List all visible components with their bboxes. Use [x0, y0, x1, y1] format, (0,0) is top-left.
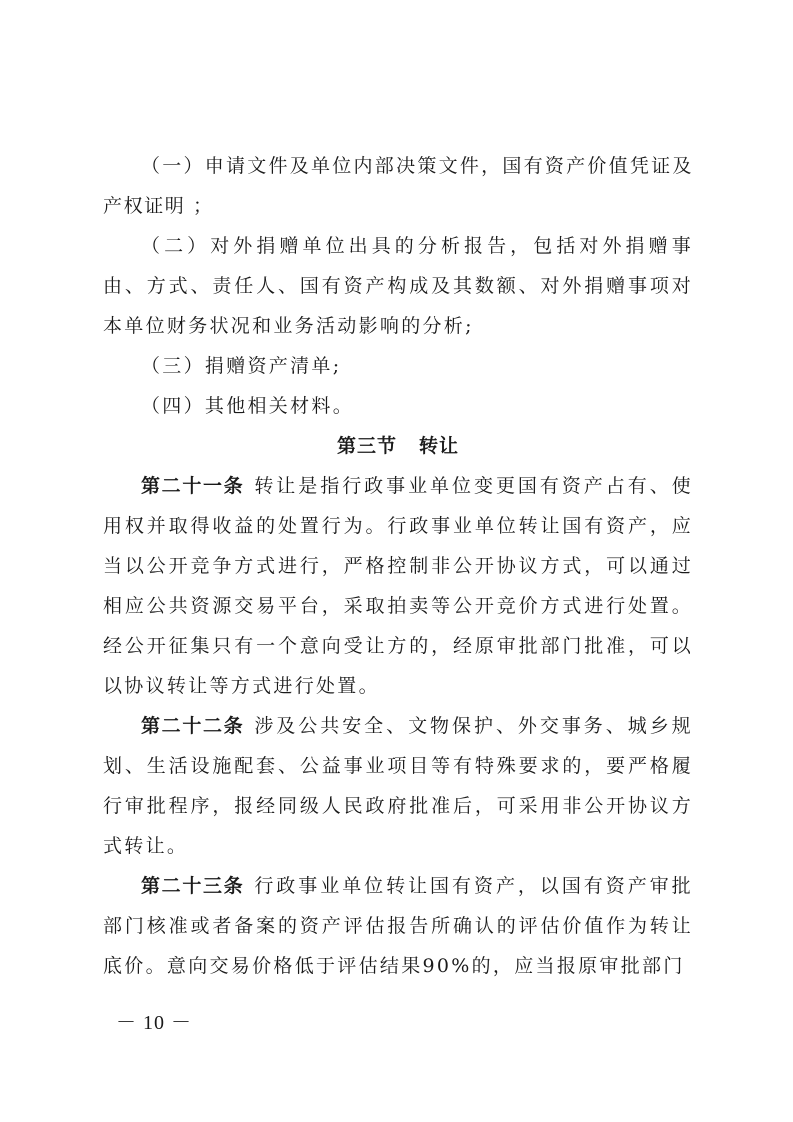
- list-item-4: （四）其他相关材料。: [141, 395, 355, 417]
- list-item-2: （二）对外捐赠单位出具的分析报告，包括对外捐赠事由、方式、责任人、国有资产构成及其数额、对外捐赠事项对本单位财务状况和业务活动影响的分析;: [103, 235, 693, 337]
- document-body: [103, 146, 693, 986]
- article-number: 第二十一条: [141, 475, 245, 497]
- list-item-1: （一）申请文件及单位内部决策文件，国有资产价值凭证及产权证明 ；: [103, 155, 693, 217]
- article-text: 转让是指行政事业单位变更国有资产占有、使用权并取得收益的处置行为。行政事业单位转让国有资产，应当以公开竞争方式进行，严格控制非公开协议方式，可以通过相应公共资源交易平台，采取拍卖等公开竞价方式进行处置。经公开征集只有一个意向受让方的，经原审批部门批准，可以以协议转让等方式进行处置。: [103, 475, 693, 697]
- list-item-3: （三）捐赠资产清单;: [141, 355, 342, 377]
- page-number: － 10 －: [116, 1012, 192, 1034]
- article-number: 第二十三条: [141, 875, 245, 897]
- article-21: [103, 466, 693, 706]
- section-title: 转让: [419, 435, 460, 457]
- article-text: 涉及公共安全、文物保护、外交事务、城乡规划、生活设施配套、公益事业项目等有特殊要求的，要严格履行审批程序，报经同级人民政府批准后，可采用非公开协议方式转让。: [103, 715, 693, 857]
- section-number: 第三节: [336, 435, 397, 457]
- section-heading: [103, 426, 693, 466]
- article-number: 第二十二条: [141, 715, 245, 737]
- article-23: [103, 866, 693, 986]
- article-22: [103, 706, 693, 866]
- article-text: 行政事业单位转让国有资产，以国有资产审批部门核准或者备案的资产评估报告所确认的评估价值作为转让底价。意向交易价格低于评估结果90%的，应当报原审批部门: [103, 875, 693, 977]
